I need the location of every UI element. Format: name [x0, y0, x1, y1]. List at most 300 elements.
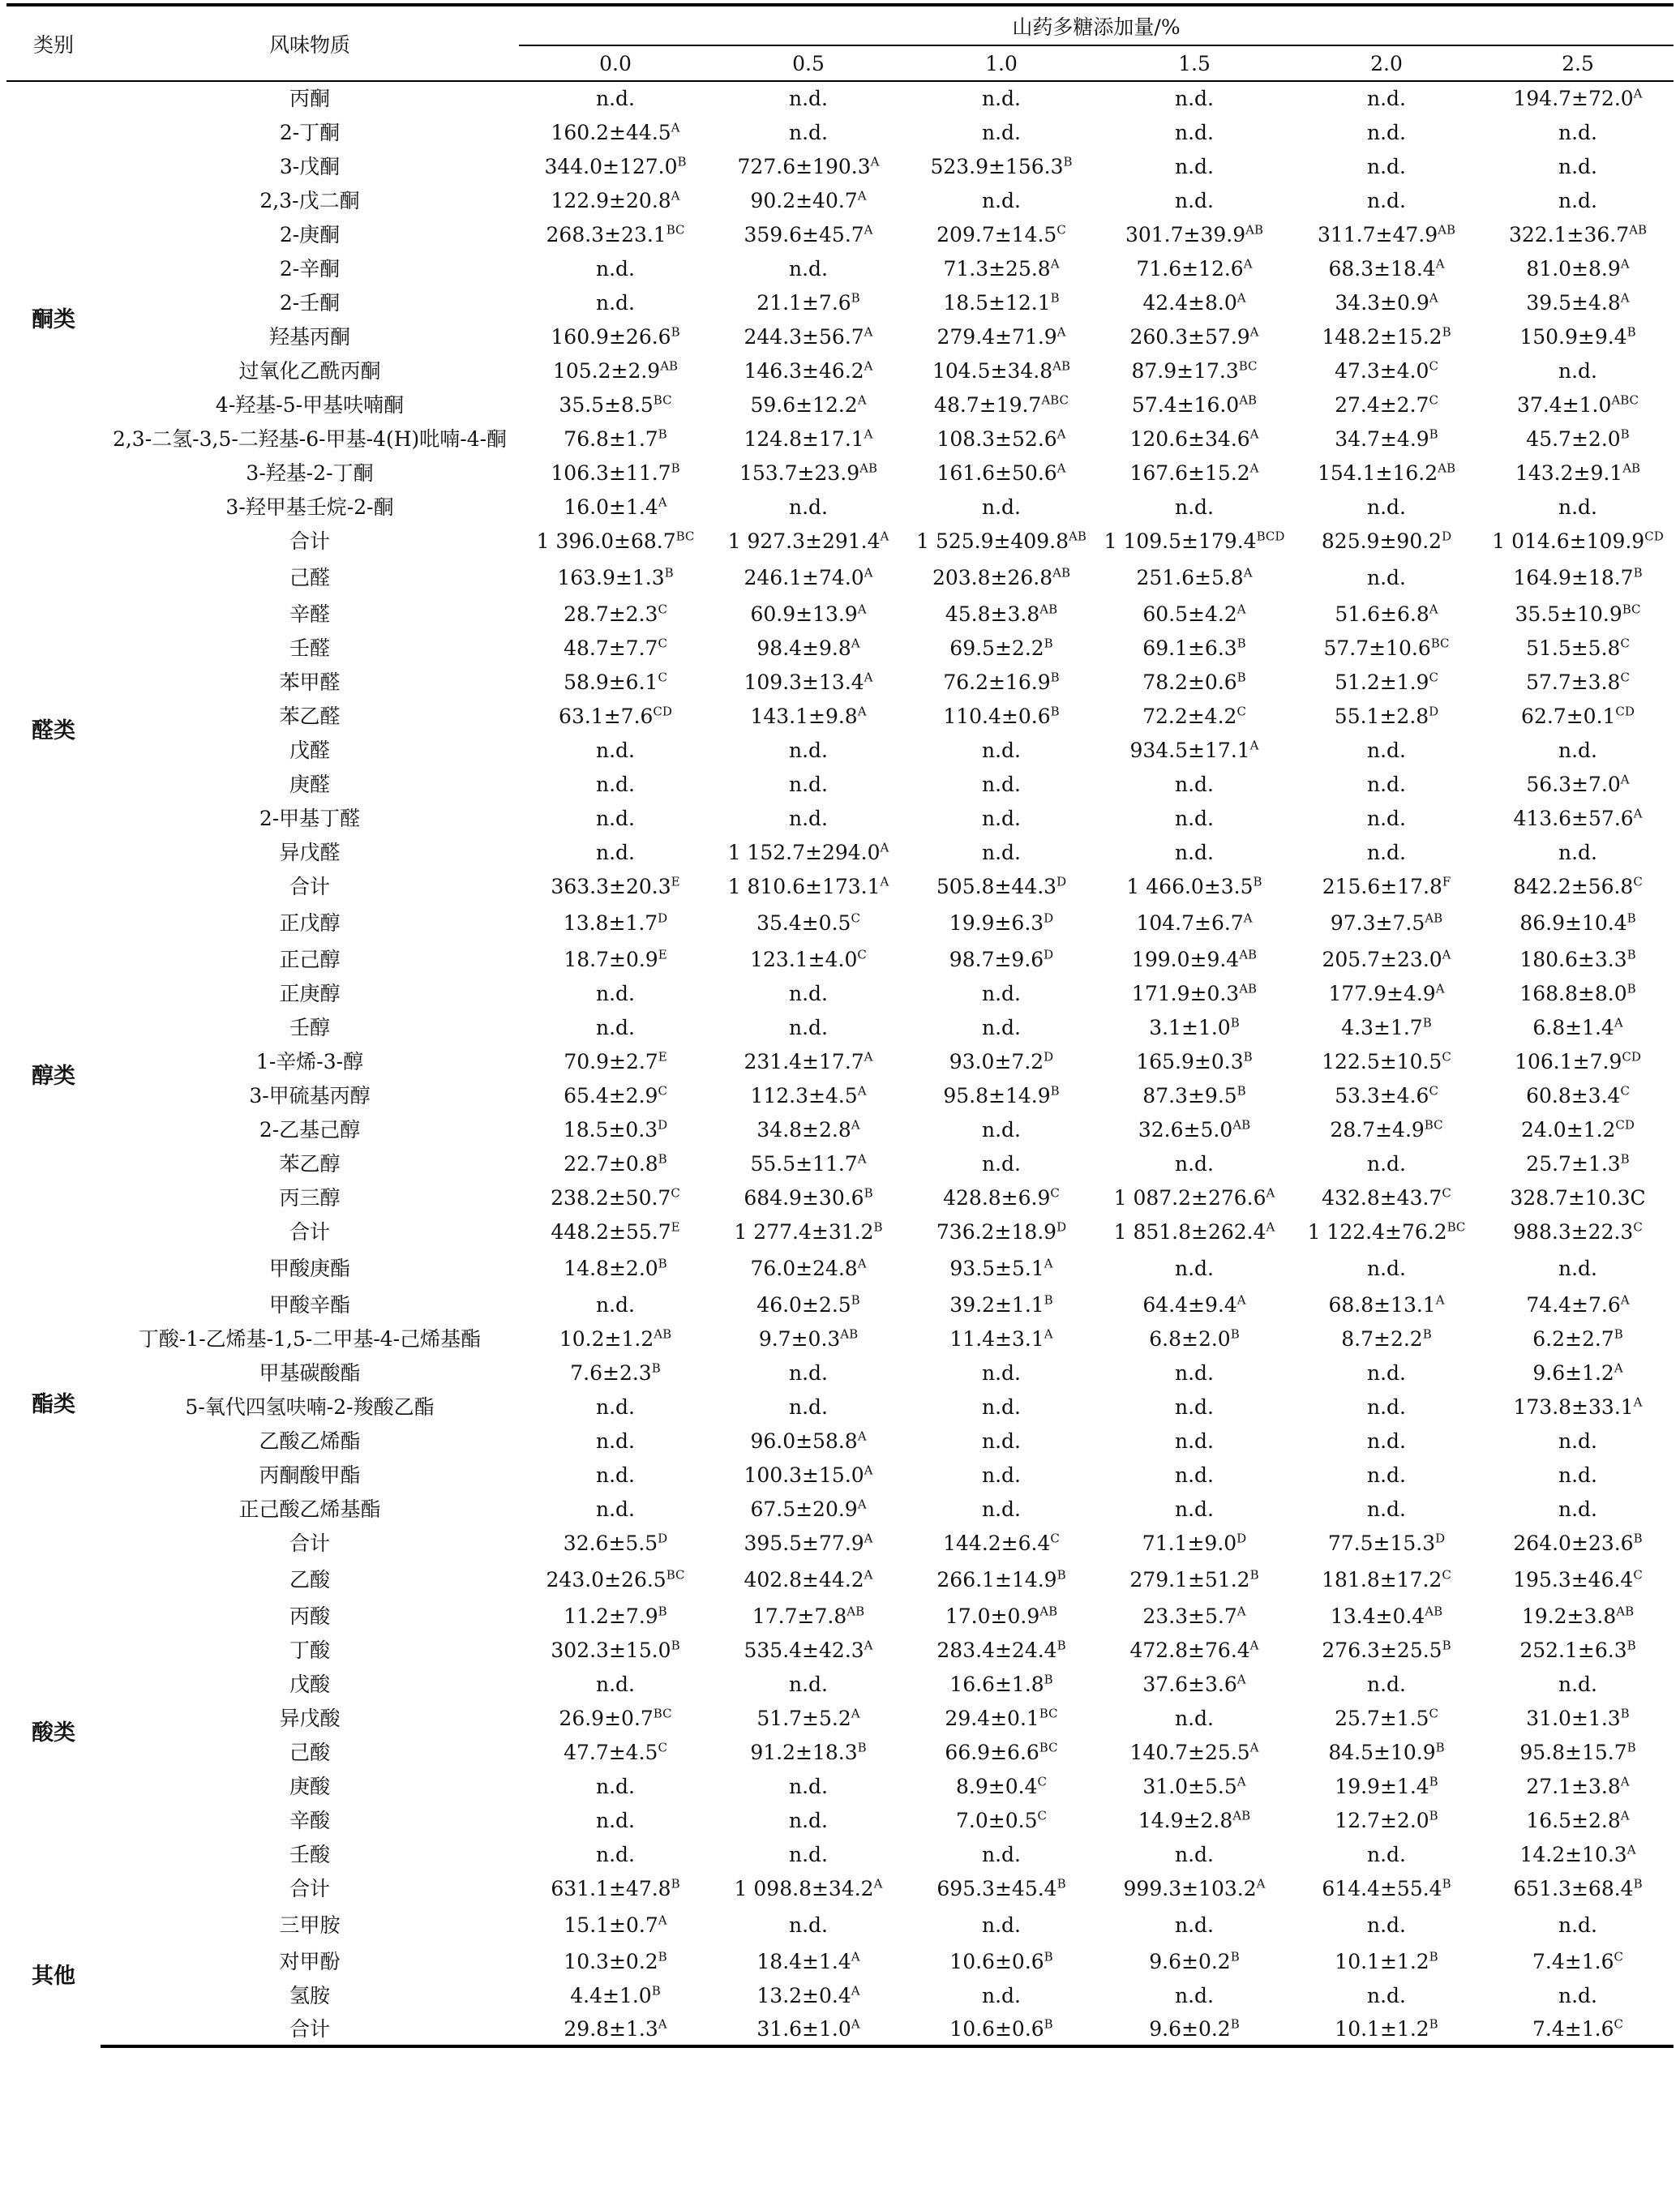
value-cell — [905, 149, 1098, 183]
compound-name: 丙酸 — [289, 1604, 330, 1628]
value-cell — [1291, 490, 1482, 524]
value-cell — [1291, 1599, 1482, 1633]
significance-letter: D — [1044, 1049, 1054, 1065]
compound-name: 戊酸 — [289, 1672, 330, 1696]
value-text: 695.3±45.4 — [936, 1876, 1057, 1900]
significance-letter: A — [1243, 256, 1253, 272]
value-cell — [1098, 699, 1291, 733]
value-cell — [1098, 1769, 1291, 1803]
value-text: 21.1±7.6 — [756, 290, 851, 315]
value-cell — [519, 1701, 712, 1735]
value-text: 1 851.8±262.4 — [1113, 1219, 1266, 1244]
significance-letter: A — [870, 154, 880, 169]
value-text: n.d. — [789, 738, 828, 762]
value-text: n.d. — [1558, 1429, 1597, 1453]
value-text: 163.9±1.3 — [557, 565, 665, 589]
significance-letter: A — [671, 188, 680, 203]
value-text: 413.6±57.6 — [1513, 806, 1634, 830]
significance-letter: A — [1620, 1292, 1630, 1308]
compound-name: 正己醇 — [279, 947, 341, 971]
value-cell — [1291, 1871, 1482, 1905]
value-text: 105.2±2.9 — [552, 358, 661, 383]
significance-letter: A — [864, 1567, 873, 1583]
value-cell — [1291, 1424, 1482, 1458]
table-row — [6, 149, 1674, 183]
value-cell — [905, 1044, 1098, 1078]
significance-letter: D — [1442, 529, 1452, 544]
value-cell — [1291, 1322, 1482, 1356]
value-cell — [519, 903, 712, 942]
value-cell — [1098, 1010, 1291, 1044]
value-text: n.d. — [982, 1394, 1021, 1419]
value-cell — [905, 1146, 1098, 1180]
value-cell — [712, 319, 905, 353]
significance-letter: A — [864, 670, 873, 685]
value-cell — [712, 835, 905, 869]
value-cell — [1291, 1905, 1482, 1944]
value-text: 428.8±6.9 — [943, 1185, 1051, 1210]
value-text: n.d. — [1558, 154, 1597, 178]
table-row — [6, 1633, 1674, 1667]
value-cell — [1098, 2012, 1291, 2046]
value-cell — [1482, 285, 1674, 319]
compound-name: 壬醇 — [289, 1015, 330, 1039]
value-text: n.d. — [1175, 1497, 1214, 1521]
value-cell — [905, 1837, 1098, 1871]
compound-name: 正己酸乙烯基酯 — [238, 1497, 381, 1521]
value-text: 120.6±34.6 — [1129, 426, 1250, 451]
value-cell — [1482, 1633, 1674, 1667]
value-cell — [519, 597, 712, 631]
value-cell — [519, 699, 712, 733]
value-text: 93.0±7.2 — [949, 1049, 1044, 1073]
compound-name: 甲酸庚酯 — [268, 1256, 350, 1280]
significance-letter: A — [1620, 256, 1630, 272]
level-header: 2.5 — [1482, 45, 1674, 81]
value-text: 87.3±9.5 — [1142, 1083, 1237, 1107]
value-cell — [1098, 1526, 1291, 1560]
significance-letter: AB — [1629, 222, 1648, 238]
value-text: 279.1±51.2 — [1129, 1567, 1250, 1592]
significance-letter: A — [1633, 86, 1643, 101]
value-cell — [519, 1978, 712, 2012]
value-text: n.d. — [789, 1774, 828, 1798]
value-cell — [519, 1322, 712, 1356]
value-cell — [1098, 1044, 1291, 1078]
value-text: 42.4±8.0 — [1142, 290, 1237, 315]
value-cell — [519, 1769, 712, 1803]
value-text: 71.6±12.6 — [1136, 256, 1244, 281]
value-cell — [712, 1112, 905, 1146]
significance-letter: B — [1435, 1740, 1445, 1755]
value-text: 51.7±5.2 — [756, 1706, 851, 1730]
value-cell — [712, 801, 905, 835]
compound-name: 异戊酸 — [279, 1706, 341, 1730]
value-text: n.d. — [1367, 1497, 1406, 1521]
value-text: 18.5±0.3 — [563, 1117, 658, 1142]
value-cell — [1291, 217, 1482, 251]
value-text: 68.3±18.4 — [1328, 256, 1436, 281]
value-cell — [905, 631, 1098, 665]
significance-letter: CD — [1615, 1117, 1635, 1133]
significance-letter: B — [671, 1876, 680, 1891]
addition-level-header: 山药多糖添加量/% — [519, 5, 1674, 45]
value-cell — [712, 1180, 905, 1215]
significance-letter: A — [1044, 1256, 1053, 1271]
table-row — [6, 285, 1674, 319]
value-text: 31.0±5.5 — [1142, 1774, 1237, 1798]
value-text: n.d. — [789, 1015, 828, 1039]
value-cell — [905, 1424, 1098, 1458]
value-cell — [905, 353, 1098, 388]
table-row — [6, 81, 1674, 115]
value-text: n.d. — [596, 1394, 635, 1419]
compound-name: 过氧化乙酰丙酮 — [238, 358, 381, 383]
value-text: 76.8±1.7 — [564, 426, 658, 451]
value-cell — [519, 976, 712, 1010]
significance-letter: B — [1249, 1567, 1259, 1583]
value-text: n.d. — [1367, 188, 1406, 212]
significance-letter: BCD — [1256, 529, 1285, 544]
significance-letter: CD — [1615, 704, 1635, 719]
significance-letter: C — [1236, 704, 1246, 719]
value-text: 13.4±0.4 — [1330, 1604, 1425, 1628]
value-text: 842.2±56.8 — [1513, 874, 1634, 898]
value-cell — [519, 2012, 712, 2046]
value-cell — [712, 733, 905, 767]
value-text: n.d. — [789, 806, 828, 830]
value-text: n.d. — [1367, 495, 1406, 519]
value-cell — [1098, 388, 1291, 422]
significance-letter: A — [1620, 1808, 1630, 1823]
compound-name: 3-戊酮 — [279, 154, 341, 178]
value-text: 472.8±76.4 — [1129, 1638, 1250, 1662]
significance-letter: A — [851, 2016, 860, 2032]
value-text: 58.9±6.1 — [564, 670, 658, 694]
value-text: n.d. — [982, 495, 1021, 519]
value-text: 7.6±2.3 — [570, 1360, 652, 1385]
significance-letter: AB — [1245, 222, 1264, 238]
value-text: 535.4±42.3 — [744, 1638, 864, 1662]
value-cell — [712, 1560, 905, 1599]
table-row — [6, 1492, 1674, 1526]
value-text: 6.8±1.4 — [1532, 1015, 1614, 1039]
significance-letter: C — [1442, 1049, 1451, 1065]
significance-letter: C — [1050, 1185, 1060, 1201]
significance-letter: B — [1236, 636, 1246, 651]
value-cell — [519, 1112, 712, 1146]
value-cell — [712, 1249, 905, 1287]
compound-header: 风味物质 — [101, 5, 519, 81]
value-cell — [905, 1287, 1098, 1322]
value-text: 144.2±6.4 — [943, 1531, 1051, 1555]
total-row — [6, 1215, 1674, 1249]
value-text: n.d. — [1367, 1151, 1406, 1176]
value-cell — [712, 1078, 905, 1112]
significance-letter: B — [1620, 426, 1630, 442]
value-text: n.d. — [1367, 1463, 1406, 1487]
table-row — [6, 1599, 1674, 1633]
value-text: n.d. — [1175, 120, 1214, 144]
value-text: 55.1±2.8 — [1334, 704, 1429, 728]
table-row — [6, 1287, 1674, 1322]
significance-letter: BC — [666, 1567, 685, 1583]
value-cell — [1291, 1249, 1482, 1287]
value-text: n.d. — [1558, 1256, 1597, 1280]
significance-letter: A — [1050, 256, 1060, 272]
compound-name: 1-辛烯-3-醇 — [255, 1049, 364, 1073]
value-text: n.d. — [789, 1672, 828, 1696]
value-text: 11.4±3.1 — [949, 1326, 1044, 1351]
table-row — [6, 835, 1674, 869]
compound-name: 丙三醇 — [279, 1185, 341, 1210]
significance-letter: A — [1435, 256, 1445, 272]
value-text: 108.3±52.6 — [936, 426, 1057, 451]
value-text: n.d. — [1175, 188, 1214, 212]
value-text: 10.6±0.6 — [949, 1949, 1044, 1973]
value-cell — [905, 251, 1098, 285]
value-cell — [1098, 665, 1291, 699]
value-cell — [1482, 903, 1674, 942]
significance-letter: C — [1429, 358, 1438, 374]
significance-letter: BC — [1424, 1117, 1443, 1133]
significance-letter: B — [864, 1185, 873, 1201]
value-text: 98.4±9.8 — [756, 636, 851, 660]
value-cell — [905, 1112, 1098, 1146]
table-row — [6, 942, 1674, 976]
value-cell — [1482, 1944, 1674, 1978]
significance-letter: B — [1230, 1326, 1240, 1342]
value-cell — [1291, 1112, 1482, 1146]
value-cell — [1098, 183, 1291, 217]
value-cell — [712, 699, 905, 733]
value-cell — [1098, 733, 1291, 767]
compound-name: 氢胺 — [289, 1983, 330, 2007]
value-text: 70.9±2.7 — [564, 1049, 658, 1073]
significance-letter: B — [658, 426, 667, 442]
value-text: n.d. — [789, 772, 828, 796]
value-cell — [1291, 665, 1482, 699]
value-text: 8.9±0.4 — [956, 1774, 1038, 1798]
significance-letter: AB — [1039, 602, 1058, 617]
value-text: 9.6±0.2 — [1149, 2016, 1231, 2041]
table-row — [6, 1667, 1674, 1701]
value-text: n.d. — [1175, 87, 1214, 110]
value-text: 91.2±18.3 — [750, 1740, 858, 1764]
significance-letter: A — [1249, 461, 1259, 476]
significance-letter: BC — [1622, 602, 1641, 617]
value-text: 67.5±20.9 — [750, 1497, 858, 1521]
value-text: 825.9±90.2 — [1321, 529, 1442, 553]
value-text: 18.4±1.4 — [756, 1949, 851, 1973]
significance-letter: C — [1037, 1808, 1047, 1823]
value-text: n.d. — [596, 1808, 635, 1832]
compound-name: 正戊醇 — [279, 910, 341, 935]
value-text: 57.7±10.6 — [1323, 636, 1431, 660]
value-cell — [1482, 149, 1674, 183]
value-cell — [1482, 388, 1674, 422]
value-cell — [1291, 149, 1482, 183]
significance-letter: AB — [1052, 358, 1071, 374]
significance-letter: CD — [653, 704, 672, 719]
value-text: 140.7±25.5 — [1129, 1740, 1250, 1764]
compound-name: 苯甲醛 — [279, 670, 341, 694]
value-cell — [1482, 1010, 1674, 1044]
value-cell — [712, 1322, 905, 1356]
compound-name: 3-羟基-2-丁酮 — [246, 461, 374, 485]
value-cell — [1482, 733, 1674, 767]
value-cell — [1291, 1146, 1482, 1180]
significance-letter: A — [864, 222, 873, 238]
significance-letter: D — [1056, 874, 1067, 889]
significance-letter: A — [851, 636, 860, 651]
value-cell — [1098, 524, 1291, 558]
significance-letter: BC — [666, 222, 685, 238]
value-text: 26.9±0.7 — [559, 1706, 654, 1730]
significance-letter: B — [1633, 1531, 1643, 1546]
value-text: 95.8±14.9 — [943, 1083, 1051, 1107]
value-text: n.d. — [982, 1913, 1021, 1937]
significance-letter: AB — [1622, 461, 1641, 476]
value-cell — [1482, 1215, 1674, 1249]
significance-letter: A — [1056, 324, 1066, 340]
significance-letter: B — [677, 154, 687, 169]
value-cell — [905, 1667, 1098, 1701]
value-cell — [1482, 319, 1674, 353]
value-cell — [712, 1769, 905, 1803]
compound-name: 合计 — [289, 874, 330, 898]
value-text: n.d. — [1175, 772, 1214, 796]
value-cell — [1482, 115, 1674, 149]
value-text: n.d. — [1558, 1497, 1597, 1521]
significance-letter: A — [1249, 738, 1259, 753]
significance-letter: B — [1429, 2016, 1438, 2032]
compound-name: 正庚醇 — [279, 981, 341, 1005]
compound-name: 2-丁酮 — [279, 120, 341, 144]
value-text: n.d. — [1558, 1983, 1597, 2007]
value-text: 31.0±1.3 — [1526, 1706, 1621, 1730]
value-cell — [1098, 942, 1291, 976]
significance-letter: B — [651, 1360, 661, 1376]
significance-letter: C — [851, 910, 860, 926]
value-text: n.d. — [789, 1842, 828, 1866]
significance-letter: D — [1236, 1531, 1247, 1546]
value-cell — [1098, 767, 1291, 801]
significance-letter: C — [1429, 670, 1438, 685]
value-cell — [1482, 183, 1674, 217]
value-cell — [519, 524, 712, 558]
significance-letter: BC — [1446, 1219, 1466, 1235]
significance-letter: C — [1429, 1706, 1438, 1721]
compound-name: 壬酸 — [289, 1842, 330, 1866]
value-cell — [712, 456, 905, 490]
significance-letter: A — [864, 1531, 873, 1546]
value-text: 110.4±0.6 — [943, 704, 1051, 728]
significance-letter: A — [851, 1983, 860, 1999]
significance-letter: A — [857, 602, 867, 617]
value-cell — [905, 1905, 1098, 1944]
significance-letter: B — [1050, 290, 1060, 306]
value-text: 66.9±6.6 — [945, 1740, 1039, 1764]
value-cell — [712, 1146, 905, 1180]
value-text: 109.3±13.4 — [744, 670, 864, 694]
value-text: n.d. — [1175, 1360, 1214, 1385]
value-cell — [1291, 942, 1482, 976]
value-text: 311.7±47.9 — [1317, 222, 1438, 246]
value-cell — [1291, 388, 1482, 422]
value-cell — [1098, 1667, 1291, 1701]
value-cell — [712, 217, 905, 251]
value-text: n.d. — [1367, 154, 1406, 178]
value-text: n.d. — [1367, 772, 1406, 796]
significance-letter: A — [658, 2016, 667, 2032]
significance-letter: A — [864, 1638, 873, 1653]
value-cell — [712, 388, 905, 422]
value-text: 14.9±2.8 — [1138, 1808, 1233, 1832]
table-row — [6, 1044, 1674, 1078]
significance-letter: B — [1044, 1672, 1053, 1687]
compound-name: 异戊醛 — [279, 840, 341, 864]
compound-name: 庚酸 — [289, 1774, 330, 1798]
compound-name: 己醛 — [289, 565, 330, 589]
value-cell — [1098, 1249, 1291, 1287]
significance-letter: C — [1037, 1774, 1047, 1789]
value-text: 17.7±7.8 — [752, 1604, 847, 1628]
compound-name: 辛醛 — [289, 602, 330, 626]
value-cell — [1291, 1803, 1482, 1837]
value-cell — [1291, 558, 1482, 597]
significance-letter: AB — [654, 1326, 672, 1342]
value-cell — [1482, 1044, 1674, 1078]
value-text: 988.3±22.3 — [1513, 1219, 1634, 1244]
value-text: 10.2±1.2 — [559, 1326, 654, 1351]
significance-letter: B — [857, 1740, 867, 1755]
value-cell — [1098, 835, 1291, 869]
significance-letter: B — [1626, 324, 1636, 340]
table-row — [6, 1735, 1674, 1769]
value-text: 276.3±25.5 — [1322, 1638, 1442, 1662]
value-text: 10.1±1.2 — [1335, 2016, 1429, 2041]
value-cell — [1098, 490, 1291, 524]
value-text: 106.3±11.7 — [551, 461, 671, 485]
table-row — [6, 733, 1674, 767]
value-text: 69.5±2.2 — [949, 636, 1044, 660]
table-row — [6, 1424, 1674, 1458]
significance-letter: C — [1633, 1567, 1643, 1583]
significance-letter: D — [1435, 1531, 1446, 1546]
value-cell — [712, 115, 905, 149]
value-text: 46.0±2.5 — [756, 1292, 851, 1317]
value-cell — [712, 422, 905, 456]
value-cell — [1482, 1492, 1674, 1526]
value-text: 106.1±7.9 — [1515, 1049, 1622, 1073]
value-text: 4.3±1.7 — [1341, 1015, 1423, 1039]
value-cell — [905, 2012, 1098, 2046]
value-cell — [519, 869, 712, 903]
value-cell — [1291, 801, 1482, 835]
value-text: 71.1±9.0 — [1142, 1531, 1237, 1555]
value-text: n.d. — [1175, 1151, 1214, 1176]
value-text: 86.9±10.4 — [1519, 910, 1627, 935]
value-text: 1 810.6±173.1 — [727, 874, 881, 898]
value-cell — [905, 1180, 1098, 1215]
significance-letter: B — [1422, 1326, 1432, 1342]
value-text: 15.1±0.7 — [564, 1913, 658, 1937]
value-cell — [1098, 1735, 1291, 1769]
value-cell — [519, 1356, 712, 1390]
table-row — [6, 217, 1674, 251]
significance-letter: BC — [653, 1706, 672, 1721]
